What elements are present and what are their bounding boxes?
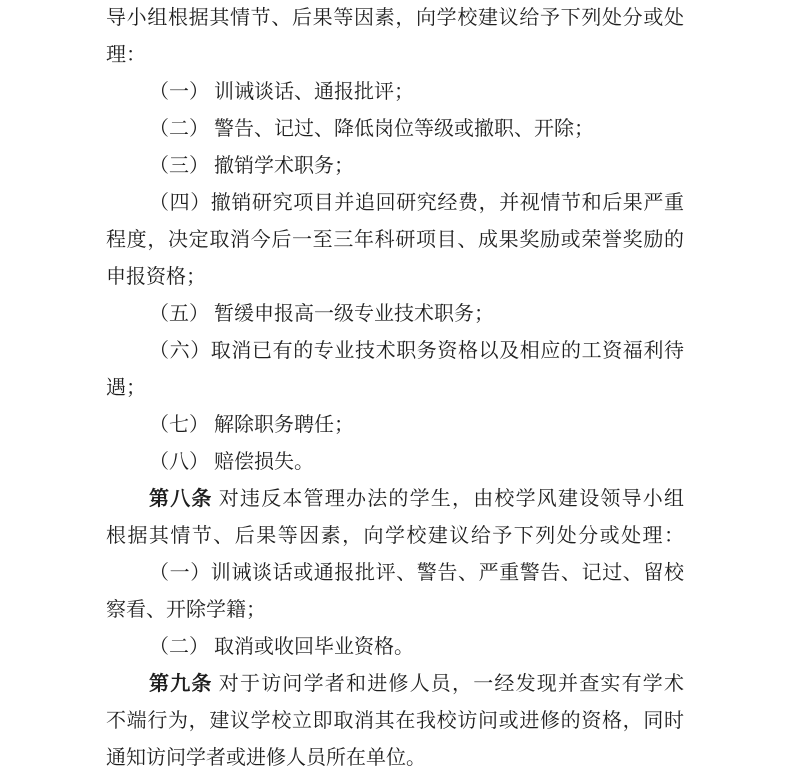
text-line <box>149 666 684 703</box>
text-run: （五） 暂缓申报高一级专业技术职务； <box>149 303 494 325</box>
article-number-text: 第八条 <box>149 488 213 510</box>
text-run: 导小组根据其情节、后果等因素，向学校建议给予下列处分或处 <box>106 7 684 29</box>
text-line <box>149 74 684 111</box>
text-run: 程度，决定取消今后一至三年科研项目、成果奖励或荣誉奖励的 <box>106 229 684 251</box>
text-line <box>106 259 684 296</box>
article-number-text: 第九条 <box>149 673 213 695</box>
text-line <box>106 703 684 740</box>
text-line <box>149 481 684 518</box>
text-run: 理： <box>106 44 146 66</box>
text-run: （七） 解除职务聘任； <box>149 414 354 436</box>
text-run: 通知访问学者或进修人员所在单位。 <box>106 747 426 769</box>
text-run: 申报资格； <box>106 266 206 288</box>
text-run: （二） 警告、记过、降低岗位等级或撤职、开除； <box>149 118 594 140</box>
text-run: （八） 赔偿损失。 <box>149 451 314 473</box>
text-run: （一） 训诫谈话、通报批评； <box>149 81 414 103</box>
text-line <box>149 148 684 185</box>
text-line <box>106 222 684 259</box>
text-line <box>106 37 684 74</box>
text-run: （三） 撤销学术职务； <box>149 155 354 177</box>
text-run: （二） 取消或收回毕业资格。 <box>149 636 414 658</box>
text-run: 对违反本管理办法的学生，由校学风建设领导小组 <box>212 488 685 510</box>
text-line <box>106 518 684 555</box>
document-body <box>106 0 684 777</box>
text-run: 察看、开除学籍； <box>106 599 266 621</box>
text-line <box>149 185 684 222</box>
text-line <box>149 407 684 444</box>
text-line <box>149 296 684 333</box>
text-line <box>149 111 684 148</box>
text-run: （四）撤销研究项目并追回研究经费，并视情节和后果严重 <box>149 192 684 214</box>
text-line <box>149 629 684 666</box>
text-line <box>149 555 684 592</box>
text-run: （六）取消已有的专业技术职务资格以及相应的工资福利待 <box>149 340 684 362</box>
text-line <box>106 0 684 37</box>
text-run: 遇； <box>106 377 146 399</box>
text-run: （一）训诫谈话或通报批评、警告、严重警告、记过、留校 <box>149 562 684 584</box>
text-line <box>106 592 684 629</box>
text-line <box>106 370 684 407</box>
text-run: 不端行为，建议学校立即取消其在我校访问或进修的资格，同时 <box>106 710 684 732</box>
text-run: 根据其情节、后果等因素，向学校建议给予下列处分或处理： <box>106 525 684 547</box>
text-line <box>149 444 684 481</box>
text-line <box>149 333 684 370</box>
text-line <box>106 740 684 777</box>
text-run: 对于访问学者和进修人员，一经发现并查实有学术 <box>212 673 685 695</box>
